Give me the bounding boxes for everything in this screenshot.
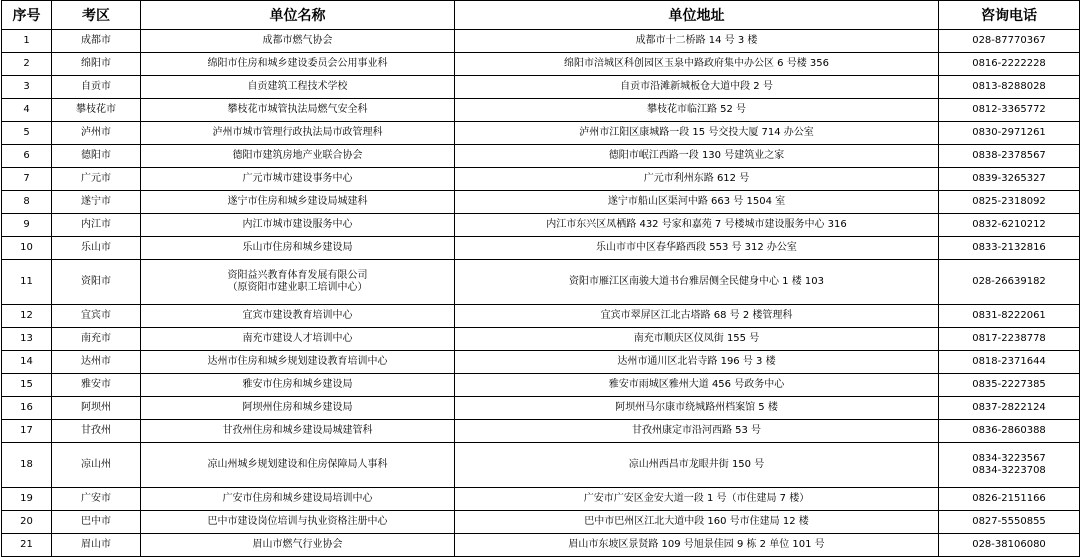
cell-address: 凉山州西昌市龙眼井街 150 号 (455, 443, 939, 488)
phone-line: 028-87770367 (972, 35, 1046, 46)
phone-line: 0835-2227385 (972, 379, 1046, 390)
cell-no: 20 (2, 511, 52, 534)
phone-line: 0836-2860388 (972, 425, 1046, 436)
cell-org (141, 443, 455, 488)
cell-address: 泸州市江阳区康城路一段 15 号交投大厦 714 办公室 (455, 122, 939, 145)
org-line: 德阳市建筑房地产业联合协会 (232, 150, 363, 161)
cell-phone (939, 305, 1080, 328)
cell-address: 成都市十二桥路 14 号 3 楼 (455, 30, 939, 53)
phone-line: 0830-2971261 (972, 127, 1046, 138)
cell-phone (939, 30, 1080, 53)
cell-phone (939, 328, 1080, 351)
org-line: 广元市城市建设事务中心 (242, 173, 353, 184)
cell-phone (939, 488, 1080, 511)
table-row (2, 305, 1080, 328)
cell-no: 16 (2, 397, 52, 420)
cell-phone (939, 122, 1080, 145)
table-row (2, 145, 1080, 168)
phone-line: 0834-3223567 (972, 453, 1046, 464)
table-row (2, 351, 1080, 374)
table-row (2, 420, 1080, 443)
table-row (2, 191, 1080, 214)
phone-line: 0817-2238778 (972, 333, 1046, 344)
cell-district: 攀枝花市 (52, 99, 141, 122)
cell-district: 眉山市 (52, 534, 141, 557)
table-row (2, 511, 1080, 534)
cell-district: 雅安市 (52, 374, 141, 397)
cell-district: 成都市 (52, 30, 141, 53)
cell-no: 6 (2, 145, 52, 168)
cell-address: 巴中市巴州区江北大道中段 160 号市住建局 12 楼 (455, 511, 939, 534)
phone-line: 0839-3265327 (972, 173, 1046, 184)
cell-district: 南充市 (52, 328, 141, 351)
cell-no: 12 (2, 305, 52, 328)
header-no: 序号 (2, 1, 52, 30)
table-row (2, 443, 1080, 488)
cell-no: 5 (2, 122, 52, 145)
cell-no: 13 (2, 328, 52, 351)
cell-no: 19 (2, 488, 52, 511)
org-line: 遂宁市住房和城乡建设局城建科 (227, 196, 368, 207)
cell-phone (939, 145, 1080, 168)
cell-phone (939, 511, 1080, 534)
cell-phone (939, 76, 1080, 99)
cell-address: 资阳市雁江区南骏大道书台雅居侧全民健身中心 1 楼 103 (455, 260, 939, 305)
cell-org (141, 351, 455, 374)
cell-phone (939, 191, 1080, 214)
cell-district: 泸州市 (52, 122, 141, 145)
table-row (2, 99, 1080, 122)
cell-address: 广元市利州东路 612 号 (455, 168, 939, 191)
cell-org (141, 53, 455, 76)
cell-district: 遂宁市 (52, 191, 141, 214)
cell-address: 自贡市沿滩新城板仓大道中段 2 号 (455, 76, 939, 99)
cell-address: 乐山市市中区春华路西段 553 号 312 办公室 (455, 237, 939, 260)
cell-district: 广安市 (52, 488, 141, 511)
phone-line: 0834-3223708 (972, 465, 1046, 476)
cell-no: 4 (2, 99, 52, 122)
cell-district: 巴中市 (52, 511, 141, 534)
org-line: 宜宾市建设教育培训中心 (242, 310, 353, 321)
cell-address: 内江市东兴区凤栖路 432 号家和嘉苑 7 号楼城市建设服务中心 316 (455, 214, 939, 237)
header-org: 单位名称 (141, 1, 455, 30)
cell-org (141, 420, 455, 443)
phone-line: 028-38106080 (972, 539, 1046, 550)
cell-district: 绵阳市 (52, 53, 141, 76)
cell-address: 南充市顺庆区仪凤街 155 号 (455, 328, 939, 351)
phone-line: 0831-8222061 (972, 310, 1046, 321)
cell-district: 自贡市 (52, 76, 141, 99)
org-line: 泸州市城市管理行政执法局市政管理科 (212, 127, 383, 138)
table-row (2, 53, 1080, 76)
cell-no: 9 (2, 214, 52, 237)
table-row (2, 237, 1080, 260)
phone-line: 028-26639182 (972, 276, 1046, 287)
cell-org (141, 260, 455, 305)
table-row (2, 397, 1080, 420)
phone-line: 0837-2822124 (972, 402, 1046, 413)
cell-org (141, 374, 455, 397)
cell-org (141, 488, 455, 511)
org-line: 南充市建设人才培训中心 (242, 333, 353, 344)
cell-phone (939, 534, 1080, 557)
org-line: 内江市城市建设服务中心 (242, 219, 353, 230)
cell-no: 11 (2, 260, 52, 305)
org-line: 自贡建筑工程技术学校 (247, 81, 348, 92)
cell-district: 宜宾市 (52, 305, 141, 328)
cell-address: 达州市通川区北岩寺路 196 号 3 楼 (455, 351, 939, 374)
org-line: 成都市燃气协会 (262, 35, 333, 46)
cell-address: 雅安市雨城区雅州大道 456 号政务中心 (455, 374, 939, 397)
cell-district: 甘孜州 (52, 420, 141, 443)
org-line: 乐山市住房和城乡建设局 (242, 242, 353, 253)
cell-org (141, 214, 455, 237)
cell-org (141, 30, 455, 53)
table-row (2, 168, 1080, 191)
cell-phone (939, 420, 1080, 443)
table-row (2, 122, 1080, 145)
cell-district: 德阳市 (52, 145, 141, 168)
cell-address: 阿坝州马尔康市绕城路州档案馆 5 楼 (455, 397, 939, 420)
org-line: 广安市住房和城乡建设局培训中心 (222, 493, 373, 504)
cell-phone (939, 351, 1080, 374)
table-row (2, 214, 1080, 237)
cell-org (141, 145, 455, 168)
cell-org (141, 328, 455, 351)
cell-phone (939, 397, 1080, 420)
cell-district: 资阳市 (52, 260, 141, 305)
table-body (2, 30, 1080, 557)
phone-line: 0812-3365772 (972, 104, 1046, 115)
phone-line: 0816-2222228 (972, 58, 1046, 69)
table-row (2, 374, 1080, 397)
cell-no: 17 (2, 420, 52, 443)
cell-address: 遂宁市船山区渠河中路 663 号 1504 室 (455, 191, 939, 214)
cell-org (141, 511, 455, 534)
phone-line: 0833-2132816 (972, 242, 1046, 253)
cell-org (141, 237, 455, 260)
table-row (2, 76, 1080, 99)
phone-line: 0813-8288028 (972, 81, 1046, 92)
cell-no: 21 (2, 534, 52, 557)
org-line: 阿坝州住房和城乡建设局 (242, 402, 353, 413)
header-row (2, 1, 1080, 30)
phone-line: 0826-2151166 (972, 493, 1046, 504)
org-line: 甘孜州住房和城乡建设局城建管科 (222, 425, 373, 436)
cell-phone (939, 237, 1080, 260)
cell-no: 2 (2, 53, 52, 76)
cell-no: 14 (2, 351, 52, 374)
cell-address: 眉山市东坡区景贤路 109 号旭景佳园 9 栋 2 单位 101 号 (455, 534, 939, 557)
cell-no: 1 (2, 30, 52, 53)
header-phone: 咨询电话 (939, 1, 1080, 30)
phone-line: 0818-2371644 (972, 356, 1046, 367)
org-line: 巴中市建设岗位培训与执业资格注册中心 (207, 516, 388, 527)
cell-phone (939, 374, 1080, 397)
header-district: 考区 (52, 1, 141, 30)
cell-no: 8 (2, 191, 52, 214)
table-row (2, 260, 1080, 305)
org-line: 绵阳市住房和城乡建设委员会公用事业科 (207, 58, 388, 69)
org-line: 达州市住房和城乡规划建设教育培训中心 (207, 356, 388, 367)
cell-address: 广安市广安区金安大道一段 1 号（市住建局 7 楼） (455, 488, 939, 511)
cell-no: 7 (2, 168, 52, 191)
org-line: 雅安市住房和城乡建设局 (242, 379, 353, 390)
org-line: 资阳益兴教育体育发展有限公司 (227, 270, 368, 281)
cell-org (141, 191, 455, 214)
cell-phone (939, 99, 1080, 122)
header-address: 单位地址 (455, 1, 939, 30)
org-line: 凉山州城乡规划建设和住房保障局人事科 (207, 459, 388, 470)
cell-phone (939, 260, 1080, 305)
cell-address: 德阳市岷江西路一段 130 号建筑业之家 (455, 145, 939, 168)
cell-no: 3 (2, 76, 52, 99)
org-line: （原资阳市建业职工培训中心） (227, 282, 368, 293)
cell-no: 10 (2, 237, 52, 260)
table-row (2, 488, 1080, 511)
cell-org (141, 76, 455, 99)
org-line: 眉山市燃气行业协会 (252, 539, 343, 550)
cell-org (141, 168, 455, 191)
cell-district: 内江市 (52, 214, 141, 237)
cell-no: 15 (2, 374, 52, 397)
cell-address: 宜宾市翠屏区江北古塔路 68 号 2 楼管理科 (455, 305, 939, 328)
cell-org (141, 122, 455, 145)
org-line: 攀枝花市城管执法局燃气安全科 (227, 104, 368, 115)
phone-line: 0827-5550855 (972, 516, 1046, 527)
cell-phone (939, 53, 1080, 76)
cell-address: 绵阳市涪城区科创园区玉泉中路政府集中办公区 6 号楼 356 (455, 53, 939, 76)
cell-org (141, 99, 455, 122)
phone-line: 0825-2318092 (972, 196, 1046, 207)
table-row (2, 30, 1080, 53)
cell-org (141, 397, 455, 420)
phone-line: 0838-2378567 (972, 150, 1046, 161)
table-row (2, 534, 1080, 557)
cell-district: 乐山市 (52, 237, 141, 260)
cell-address: 甘孜州康定市沿河西路 53 号 (455, 420, 939, 443)
cell-org (141, 534, 455, 557)
cell-phone (939, 443, 1080, 488)
cell-no: 18 (2, 443, 52, 488)
cell-district: 凉山州 (52, 443, 141, 488)
cell-district: 广元市 (52, 168, 141, 191)
cell-district: 阿坝州 (52, 397, 141, 420)
cell-phone (939, 214, 1080, 237)
contact-table (1, 0, 1080, 557)
cell-address: 攀枝花市临江路 52 号 (455, 99, 939, 122)
phone-line: 0832-6210212 (972, 219, 1046, 230)
cell-phone (939, 168, 1080, 191)
table-row (2, 328, 1080, 351)
cell-district: 达州市 (52, 351, 141, 374)
cell-org (141, 305, 455, 328)
